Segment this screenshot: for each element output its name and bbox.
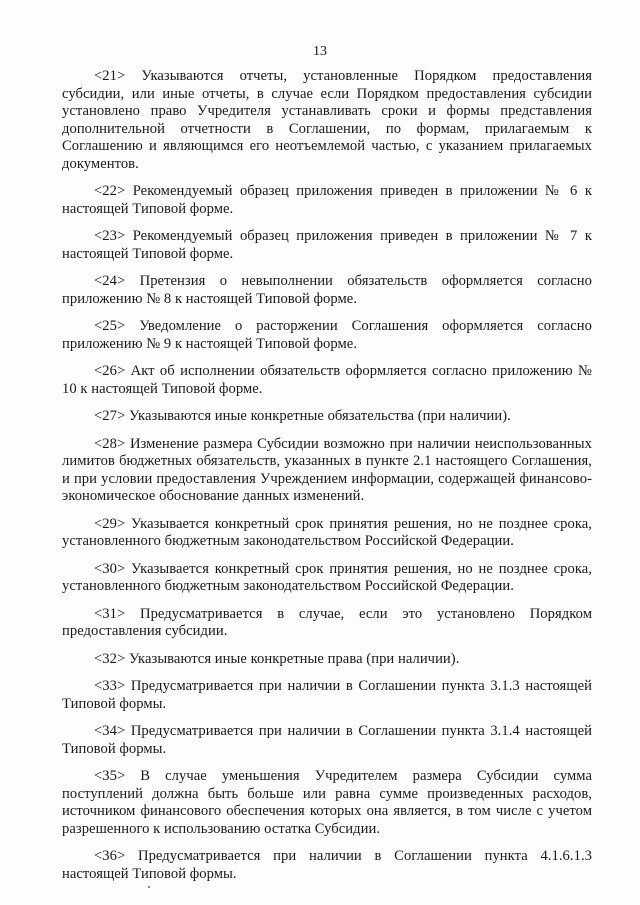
footnote-31: <31> Предусматривается в случае, если это установлено Порядком предоставления субсидии. [62, 605, 592, 639]
footnotes-list [62, 68, 592, 893]
footnote-35: <35> В случае уменьшения Учредителем размера Субсидии сумма поступлений должна быть больше или равна сумме произведенных расходов, источником финансового обеспечения которых она является, в том числе с учетом разрешенного к использованию остатка Субсидии. [62, 768, 592, 837]
footnote-25: <25> Уведомление о расторжении Соглашения оформляется согласно приложению № 9 к настоящей Типовой форме. [62, 318, 592, 352]
footnote-36: <36> Предусматривается при наличии в Соглашении пункта 4.1.6.1.3 настоящей Типовой формы. [62, 848, 592, 882]
footnote-32: <32> Указываются иные конкретные права (при наличии). [94, 650, 460, 667]
footnote-24: <24> Претензия о невыполнении обязательств оформляется согласно приложению № 8 к настоящей Типовой форме. [62, 273, 592, 307]
footnote-26: <26> Акт об исполнении обязательств оформляется согласно приложению № 10 к настоящей Типовой форме. [62, 363, 592, 397]
footnote-28: <28> Изменение размера Субсидии возможно при наличии неиспользованных лимитов бюджетных обязательств, указанных в пункте 2.1 настоящего Соглашения, и при условии предоставления Учреждением информации, содержащей финансово-экономическое обоснование данных изменений. [62, 435, 592, 504]
scan-speck [148, 886, 150, 888]
footnote-30: <30> Указывается конкретный срок принятия решения, но не позднее срока, установленного бюджетным законодательством Российской Федерации. [62, 560, 592, 594]
footnote-34: <34> Предусматривается при наличии в Соглашении пункта 3.1.4 настоящей Типовой формы. [62, 723, 592, 757]
footnote-23: <23> Рекомендуемый образец приложения приведен в приложении № 7 к настоящей Типовой форме. [62, 228, 592, 262]
footnote-29: <29> Указывается конкретный срок принятия решения, но не позднее срока, установленного бюджетным законодательством Российской Федерации. [62, 515, 592, 549]
footnote-27: <27> Указываются иные конкретные обязательства (при наличии). [94, 408, 511, 424]
page-number: 13 [313, 44, 327, 59]
footnote-22: <22> Рекомендуемый образец приложения приведен в приложении № 6 к настоящей Типовой форме. [62, 183, 592, 217]
footnote-21: <21> Указываются отчеты, установленные Порядком предоставления субсидии, или иные отчеты, в случае если Порядком предоставления субсидии установлено право Учредителя устанавливать сроки и формы представления дополнительной отчетности в Соглашении, по формам, прилагаемым к Соглашению и являющимся его неотъемлемой частью, с указанием прилагаемых документов. [62, 68, 592, 172]
footnote-33: <33> Предусматривается при наличии в Соглашении пункта 3.1.3 настоящей Типовой формы. [62, 678, 592, 712]
